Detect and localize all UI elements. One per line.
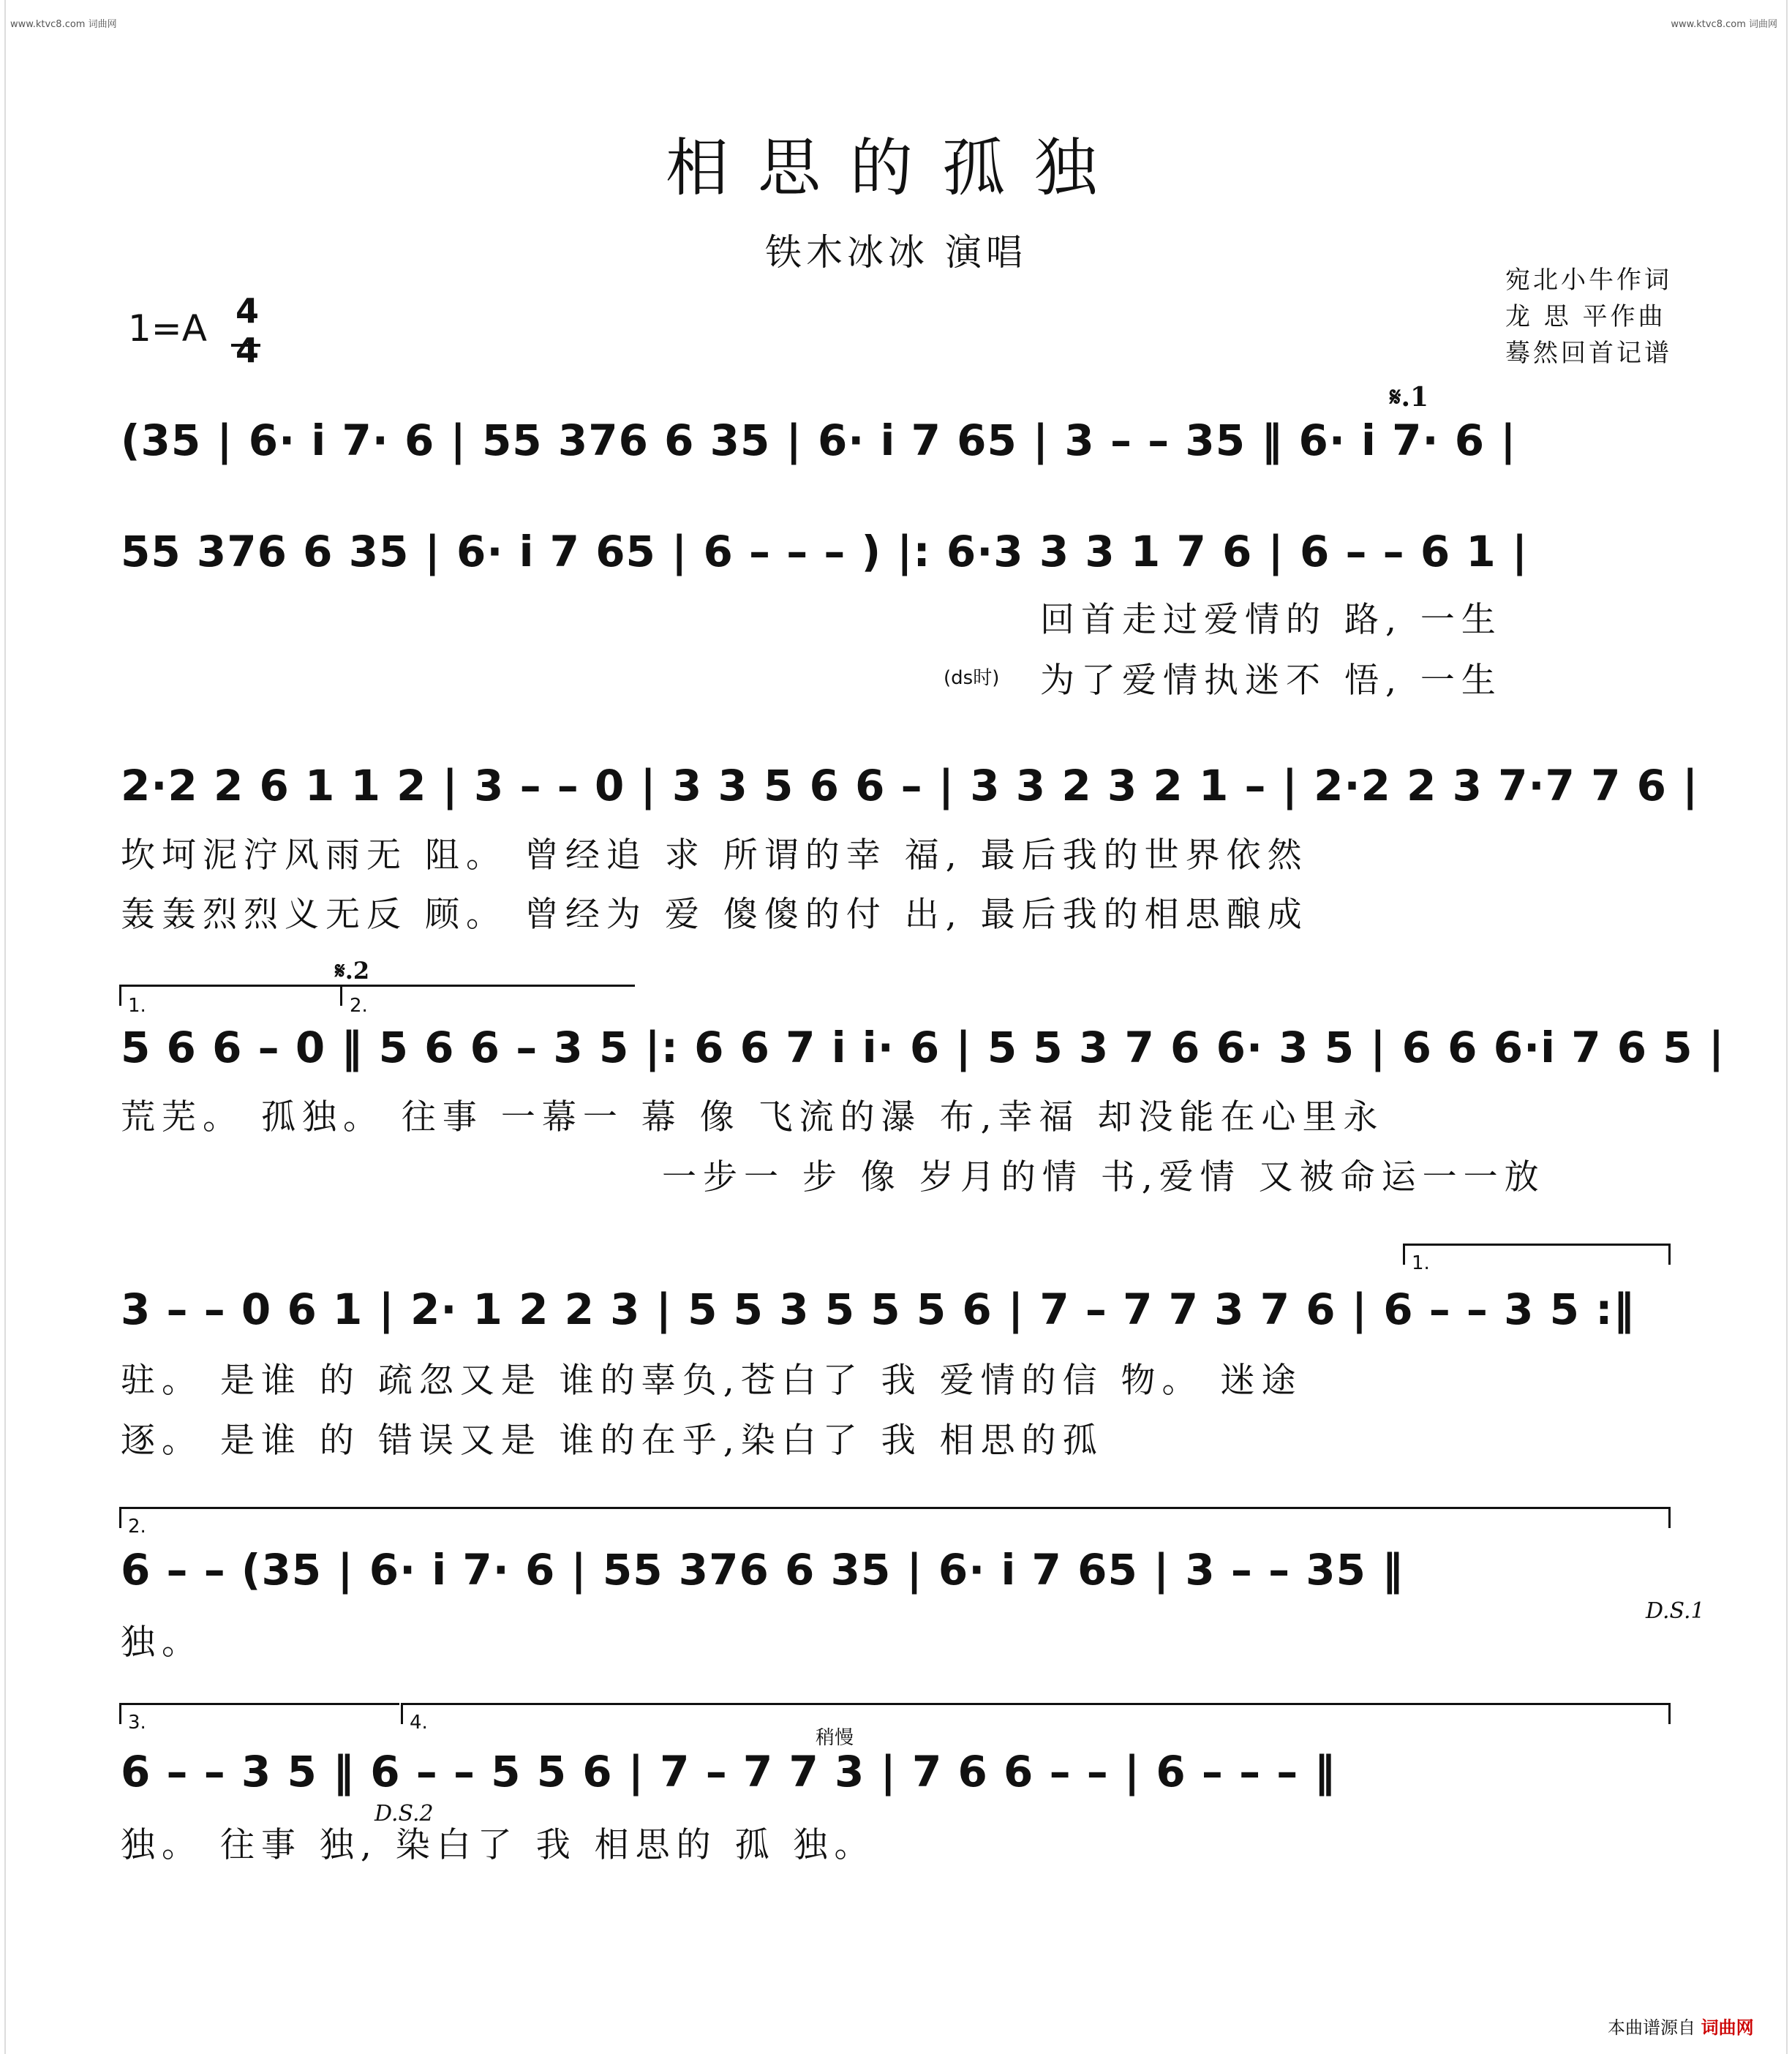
lyric-row-4-verse-1: 荒芜。 孤独。 往事 一幕一 幕 像 飞流的瀑 布,幸福 却没能在心里永 [121, 1097, 1385, 1137]
ds2-mark: D.S.2 [374, 1801, 434, 1827]
volta-2-label-row6: 2. [128, 1516, 146, 1538]
notation-row-2: 55 376 6 35 | 6· i 7 65 | 6 – – – ) |: 6·3 3 3 1 7 6 | 6 – – 6 1 | [121, 527, 1529, 576]
volta-bracket-row6 [119, 1507, 1671, 1528]
footer-source [1608, 2013, 1754, 2039]
time-signature-top: 4 [235, 291, 259, 331]
volta-4-label: 4. [410, 1712, 428, 1734]
volta-bracket-4 [401, 1703, 1671, 1724]
volta-2-label: 2. [350, 995, 368, 1017]
lyric-row-2-verse-2: 为了爱情执迷不 悟, 一生 [1040, 661, 1502, 701]
volta-bracket-row5 [1403, 1244, 1671, 1265]
ds-prefix: (ds时) [944, 667, 1000, 689]
notation-row-6: 6 – – (35 | 6· i 7· 6 | 55 376 6 35 | 6· i 7 65 | 3 – – 35 ‖ [121, 1545, 1404, 1595]
lyric-row-7: 独。 往事 独, 染白了 我 相思的 孤 独。 [121, 1825, 876, 1865]
volta-bracket-2 [340, 985, 635, 1006]
ds1-mark: D.S.1 [1646, 1598, 1705, 1624]
time-signature-bottom: 4 [235, 331, 259, 370]
lyric-row-5-verse-2: 逐。 是谁 的 错误又是 谁的在乎,染白了 我 相思的孤 [121, 1421, 1104, 1461]
volta-1-label-row5: 1. [1412, 1252, 1430, 1274]
tempo-hint: 稍慢 [816, 1727, 854, 1749]
lyric-row-3-verse-1: 坎坷泥泞风雨无 阻。 曾经追 求 所谓的幸 福, 最后我的世界依然 [121, 835, 1309, 876]
lyricist-credit: 宛北小牛作词 [1505, 266, 1672, 295]
segno-2: 𝄋.2 [335, 957, 370, 985]
volta-3-label: 3. [128, 1712, 146, 1734]
volta-bracket-1 [119, 985, 341, 1006]
lyric-row-6: 独。 [121, 1622, 203, 1663]
volta-bracket-3 [119, 1703, 399, 1724]
singer: 铁木冰冰 演唱 [765, 231, 1027, 274]
right-margin-line [1786, 0, 1788, 2054]
footer-source-text: 本曲谱源自 [1608, 2017, 1695, 2038]
watermark-left: www.ktvc8.com 词曲网 [10, 19, 117, 30]
composer-credit: 龙 思 平作曲 [1505, 302, 1666, 331]
notation-row-1: (35 | 6· i 7· 6 | 55 376 6 35 | 6· i 7 65 | 3 – – 35 ‖ 6· i 7· 6 | [121, 415, 1517, 465]
lyric-row-2-verse-1: 回首走过爱情的 路, 一生 [1040, 600, 1502, 640]
lyric-row-4-verse-2: 一步一 步 像 岁月的情 书,爱情 又被命运一一放 [662, 1157, 1546, 1197]
lyric-row-3-verse-2: 轰轰烈烈义无反 顾。 曾经为 爱 傻傻的付 出, 最后我的相思酿成 [121, 895, 1309, 935]
notation-row-7: 6 – – 3 5 ‖ 6 – – 5 5 6 | 7 – 7 7 3 | 7 6 6 – – | 6 – – – ‖ [121, 1747, 1336, 1797]
notation-row-3: 2·2 2 6 1 1 2 | 3 – – 0 | 3 3 5 6 6 – | 3 3 2 3 2 1 – | 2·2 2 3 7·7 7 6 | [121, 761, 1699, 810]
key-signature: 1=A [128, 307, 207, 350]
volta-1-label: 1. [128, 995, 146, 1017]
transcriber-credit: 蓦然回首记谱 [1505, 339, 1672, 368]
footer-source-site[interactable]: 词曲网 [1701, 2017, 1754, 2038]
notation-row-5: 3 – – 0 6 1 | 2· 1 2 2 3 | 5 5 3 5 5 5 6 | 7 – 7 7 3 7 6 | 6 – – 3 5 :‖ [121, 1284, 1635, 1334]
lyric-row-5-verse-1: 驻。 是谁 的 疏忽又是 谁的辜负,苍白了 我 爱情的信 物。 迷途 [121, 1361, 1303, 1401]
notation-row-4: 5 6 6 – 0 ‖ 5 6 6 – 3 5 |: 6 6 7 i i· 6 | 5 5 3 7 6 6· 3 5 | 6 6 6·i 7 6 5 | [121, 1023, 1725, 1072]
song-title: 相思的孤独 [666, 132, 1126, 205]
segno-1: 𝄋.1 [1390, 382, 1429, 413]
left-margin-line [4, 0, 6, 2054]
watermark-right: www.ktvc8.com 词曲网 [1671, 19, 1777, 30]
